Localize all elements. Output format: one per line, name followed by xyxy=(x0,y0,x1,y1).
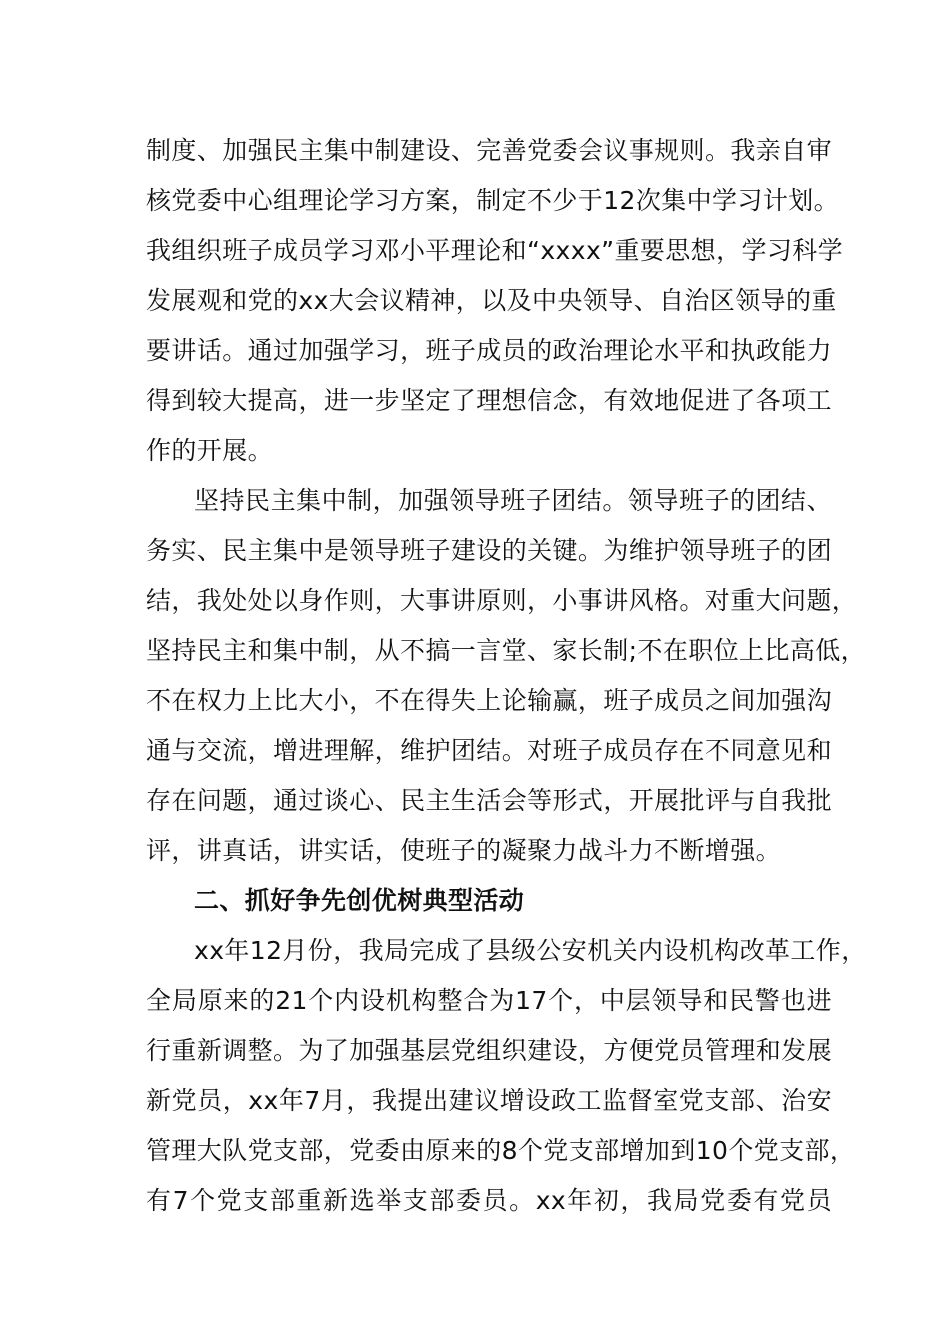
text-line: 务实、民主集中是领导班子建设的关键。为维护领导班子的团 xyxy=(146,536,832,565)
text-line: 结，我处处以身作则，大事讲原则，小事讲风格。对重大问题， xyxy=(146,586,858,615)
text-line: 新党员，xx年7月，我提出建议增设政工监督室党支部、治安 xyxy=(146,1086,832,1115)
text-line: 全局原来的21个内设机构整合为17个，中层领导和民警也进 xyxy=(146,986,832,1015)
text-line: 发展观和党的xx大会议精神，以及中央领导、自治区领导的重 xyxy=(146,286,837,315)
text-line: 不在权力上比大小，不在得失上论输赢，班子成员之间加强沟 xyxy=(146,686,832,715)
document-body xyxy=(146,126,867,1226)
text-line: 行重新调整。为了加强基层党组织建设，方便党员管理和发展 xyxy=(146,1036,832,1065)
text-line: 坚持民主和集中制，从不搞一言堂、家长制;不在职位上比高低， xyxy=(146,636,867,665)
text-line: 要讲话。通过加强学习，班子成员的政治理论水平和执政能力 xyxy=(146,336,832,365)
text-line: 存在问题，通过谈心、民主生活会等形式，开展批评与自我批 xyxy=(146,786,832,815)
text-line: 我组织班子成员学习邓小平理论和“xxxx”重要思想，学习科学 xyxy=(146,236,844,265)
text-line: 制度、加强民主集中制建设、完善党委会议事规则。我亲自审 xyxy=(146,136,832,165)
text-line: 管理大队党支部，党委由原来的8个党支部增加到10个党支部， xyxy=(146,1136,856,1165)
text-line: 评，讲真话，讲实话，使班子的凝聚力战斗力不断增强。 xyxy=(146,836,782,865)
text-line: 通与交流，增进理解，维护团结。对班子成员存在不同意见和 xyxy=(146,736,832,765)
text-line: 作的开展。 xyxy=(146,436,274,465)
text-line: 有7个党支部重新选举支部委员。xx年初，我局党委有党员 xyxy=(146,1186,832,1215)
text-line: 得到较大提高，进一步坚定了理想信念，有效地促进了各项工 xyxy=(146,386,832,415)
paragraph-first-line: 坚持民主集中制，加强领导班子团结。领导班子的团结、 xyxy=(194,486,832,515)
text-line: 核党委中心组理论学习方案，制定不少于12次集中学习计划。 xyxy=(146,186,840,215)
paragraph-first-line: xx年12月份，我局完成了县级公安机关内设机构改革工作， xyxy=(194,936,867,965)
section-heading: 二、抓好争先创优树典型活动 xyxy=(194,886,525,915)
